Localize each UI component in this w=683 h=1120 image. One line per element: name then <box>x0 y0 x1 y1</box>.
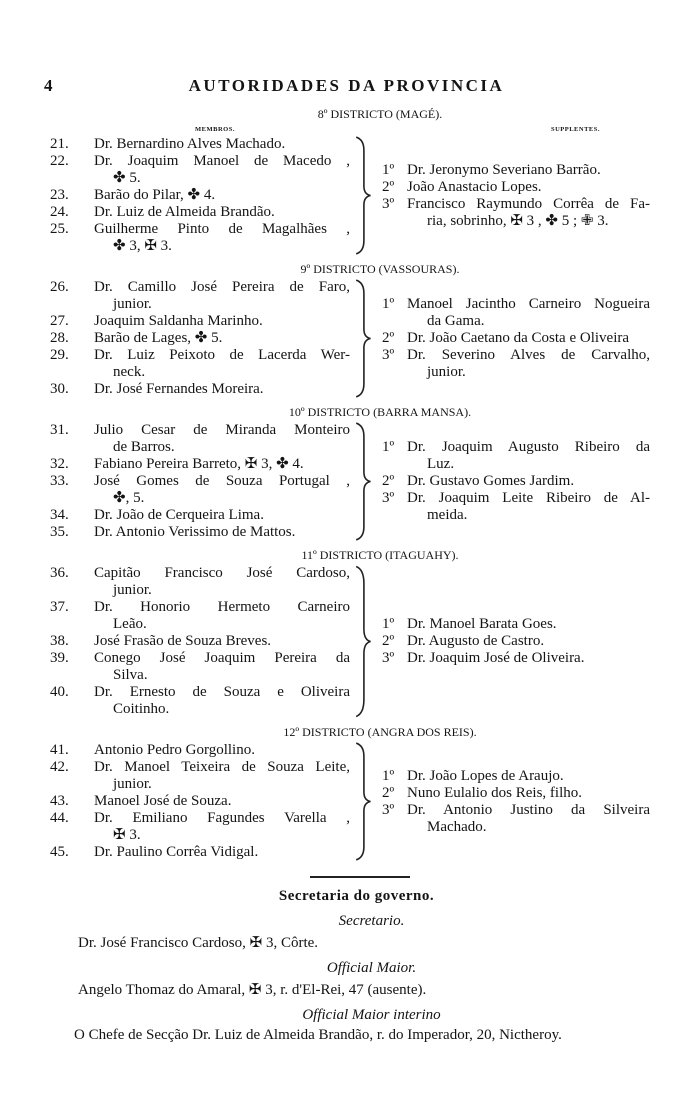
entry-first-line <box>50 153 350 170</box>
entry-text: Dr. Luiz Peixoto de Lacerda Wer- <box>94 347 350 363</box>
entry-number: 2º <box>382 473 395 489</box>
brace-icon <box>354 742 376 861</box>
person-official-interino: O Chefe de Secção Dr. Luiz de Almeida Brandão, r. do Imperador, 20, Nictheroy. <box>74 1027 562 1043</box>
entry-continuation: junior. <box>113 296 152 312</box>
entry-first-line <box>382 296 650 313</box>
entry-text: Dr. Camillo José Pereira de Faro, <box>94 279 350 295</box>
entry-first-line <box>50 633 350 650</box>
entry-text: Conego José Joaquim Pereira da <box>94 650 350 666</box>
entry-text: Dr. Gustavo Gomes Jardim. <box>407 473 575 489</box>
members-column <box>50 742 350 861</box>
entry-first-line <box>382 162 650 179</box>
entry-number: 1º <box>382 296 395 312</box>
role-secretario: Secretario. <box>338 913 405 929</box>
member-entry <box>50 347 350 381</box>
substitutes-column <box>382 768 650 836</box>
entry-number: 2º <box>382 330 395 346</box>
substitute-entry <box>382 802 650 836</box>
entry-first-line <box>50 844 350 861</box>
member-entry <box>50 793 350 810</box>
entry-number: 23. <box>50 187 69 203</box>
entry-number: 38. <box>50 633 69 649</box>
entry-number: 44. <box>50 810 69 826</box>
entry-continuation: Silva. <box>113 667 148 683</box>
member-entry <box>50 221 350 255</box>
district-block <box>50 742 650 861</box>
entry-text: Dr. João Lopes de Araujo. <box>407 767 564 784</box>
substitute-entry <box>382 179 650 196</box>
member-entry <box>50 524 350 541</box>
entry-first-line <box>382 802 650 819</box>
entry-text: Dr. Joaquim Leite Ribeiro de Al- <box>407 490 650 506</box>
entry-text: Manoel José de Souza. <box>94 793 232 809</box>
substitutes-column <box>382 439 650 524</box>
entry-text: Fabiano Pereira Barreto, ✠ 3, ✤ 4. <box>94 456 304 472</box>
entry-text: Barão do Pilar, ✤ 4. <box>94 187 216 203</box>
member-entry <box>50 742 350 759</box>
entry-number: 1º <box>382 161 395 178</box>
page-number: 4 <box>44 76 53 95</box>
entry-first-line <box>382 785 650 802</box>
substitute-entry <box>382 785 650 802</box>
entry-text: Dr. Bernardino Alves Machado. <box>94 136 286 152</box>
entry-text: Dr. Paulino Corrêa Vidigal. <box>94 844 259 860</box>
entry-text: Barão de Lages, ✤ 5. <box>94 330 223 346</box>
brace-icon <box>354 422 376 541</box>
entry-number: 26. <box>50 279 69 295</box>
members-column <box>50 565 350 718</box>
entry-number: 40. <box>50 684 69 700</box>
entry-number: 37. <box>50 599 69 615</box>
entry-first-line <box>50 793 350 810</box>
entry-continuation: Machado. <box>427 818 487 835</box>
substitute-entry <box>382 616 650 633</box>
entry-continuation: ✠ 3. <box>113 827 141 843</box>
substitutes-heading: SUPPLENTES. <box>550 126 600 133</box>
district-block <box>50 136 650 255</box>
entry-number: 24. <box>50 204 69 220</box>
entry-number: 30. <box>50 381 69 397</box>
section-title: Secretaria do governo. <box>278 888 435 904</box>
person-official-maior: Angelo Thomaz do Amaral, ✠ 3, r. d'El-Rei, 47 (ausente). <box>78 982 427 998</box>
entry-number: 32. <box>50 456 69 472</box>
entry-text: Dr. Joaquim José de Oliveira. <box>407 650 585 666</box>
member-entry <box>50 473 350 507</box>
entry-first-line <box>50 204 350 221</box>
entry-continuation: junior. <box>113 582 152 598</box>
brace-icon <box>354 279 376 398</box>
district-block <box>50 422 650 541</box>
entry-text: Dr. Augusto de Castro. <box>407 633 545 649</box>
entry-first-line <box>382 616 650 633</box>
entry-number: 45. <box>50 844 69 860</box>
entry-text: Dr. José Fernandes Moreira. <box>94 381 264 397</box>
entry-text: Manoel Jacintho Carneiro Nogueira <box>407 296 650 312</box>
entry-text: Dr. Jeronymo Severiano Barrão. <box>407 161 601 178</box>
entry-first-line <box>382 347 650 364</box>
entry-number: 43. <box>50 793 69 809</box>
member-entry <box>50 153 350 187</box>
entry-continuation: junior. <box>427 364 466 380</box>
substitute-entry <box>382 347 650 381</box>
substitute-entry <box>382 633 650 650</box>
member-entry <box>50 684 350 718</box>
entry-text: João Anastacio Lopes. <box>407 178 542 195</box>
entry-number: 39. <box>50 650 69 666</box>
entry-number: 21. <box>50 136 69 152</box>
entry-text: Dr. Severino Alves de Carvalho, <box>407 347 650 363</box>
entry-text: Dr. João Caetano da Costa e Oliveira <box>407 330 630 346</box>
entry-number: 25. <box>50 221 69 237</box>
entry-number: 31. <box>50 422 69 438</box>
member-entry <box>50 136 350 153</box>
entry-number: 3º <box>382 650 395 666</box>
running-title: AUTORIDADES DA PROVINCIA <box>188 76 505 95</box>
substitute-entry <box>382 473 650 490</box>
entry-first-line <box>382 650 650 667</box>
entry-continuation: da Gama. <box>427 313 485 329</box>
member-entry <box>50 204 350 221</box>
entry-first-line <box>50 599 350 616</box>
substitute-entry <box>382 439 650 473</box>
entry-text: José Frasão de Souza Breves. <box>94 633 272 649</box>
entry-first-line <box>50 347 350 364</box>
entry-text: Dr. Luiz de Almeida Brandão. <box>94 204 275 220</box>
entry-first-line <box>50 565 350 582</box>
entry-text: Joaquim Saldanha Marinho. <box>94 313 263 329</box>
entry-number: 1º <box>382 616 395 632</box>
entry-text: Julio Cesar de Miranda Monteiro <box>94 422 350 438</box>
entry-continuation: Coitinho. <box>113 701 170 717</box>
substitute-entry <box>382 330 650 347</box>
substitute-entry <box>382 296 650 330</box>
entry-text: Dr. João de Cerqueira Lima. <box>94 507 264 523</box>
substitute-entry <box>382 490 650 524</box>
substitutes-column <box>382 616 650 667</box>
entry-number: 1º <box>382 767 395 784</box>
brace-icon <box>354 565 376 718</box>
district-heading: 12º DISTRICTO (ANGRA DOS REIS). <box>283 725 477 739</box>
entry-text: Dr. Antonio Verissimo de Mattos. <box>94 524 296 540</box>
entry-first-line <box>50 684 350 701</box>
substitutes-column <box>382 296 650 381</box>
member-entry <box>50 650 350 684</box>
entry-number: 3º <box>382 490 395 506</box>
entry-continuation: ria, sobrinho, ✠ 3 , ✤ 5 ; ✙ 3. <box>427 212 609 229</box>
role-official-interino: Official Maior interino <box>302 1007 441 1023</box>
entry-first-line <box>382 473 650 490</box>
entry-first-line <box>382 179 650 196</box>
substitute-entry <box>382 196 650 230</box>
entry-first-line <box>382 490 650 507</box>
district-heading: 11º DISTRICTO (ITAGUAHY). <box>301 548 459 562</box>
members-column <box>50 422 350 541</box>
district-heading: 10º DISTRICTO (BARRA MANSA). <box>288 405 472 419</box>
substitutes-column <box>382 162 650 230</box>
substitute-entry <box>382 650 650 667</box>
entry-first-line <box>50 187 350 204</box>
district-heading: 8º DISTRICTO (MAGÉ). <box>317 107 443 121</box>
entry-first-line <box>50 810 350 827</box>
district-heading: 9º DISTRICTO (VASSOURAS). <box>300 262 460 276</box>
substitute-entry <box>382 768 650 785</box>
entry-number: 2º <box>382 633 395 649</box>
entry-number: 28. <box>50 330 69 346</box>
substitute-entry <box>382 162 650 179</box>
entry-continuation: junior. <box>113 776 152 792</box>
entry-continuation: Luz. <box>427 456 455 472</box>
entry-continuation: ✤, 5. <box>113 490 145 506</box>
member-entry <box>50 844 350 861</box>
entry-first-line <box>50 456 350 473</box>
entry-number: 34. <box>50 507 69 523</box>
entry-number: 22. <box>50 153 69 169</box>
entry-number: 36. <box>50 565 69 581</box>
entry-first-line <box>50 524 350 541</box>
entry-first-line <box>382 330 650 347</box>
column-headings <box>50 124 650 136</box>
entry-text: José Gomes de Souza Portugal , <box>94 473 350 489</box>
entry-first-line <box>382 196 650 213</box>
entry-first-line <box>382 439 650 456</box>
entry-text: Capitão Francisco José Cardoso, <box>94 565 350 581</box>
entry-first-line <box>50 136 350 153</box>
entry-continuation: ✤ 3, ✠ 3. <box>113 238 172 254</box>
member-entry <box>50 759 350 793</box>
entry-first-line <box>50 650 350 667</box>
entry-number: 2º <box>382 784 395 801</box>
entry-number: 1º <box>382 439 395 455</box>
members-column <box>50 136 350 255</box>
members-column <box>50 279 350 398</box>
entry-first-line <box>382 633 650 650</box>
entry-first-line <box>50 759 350 776</box>
member-entry <box>50 810 350 844</box>
entry-first-line <box>50 313 350 330</box>
role-official-maior: Official Maior. <box>326 960 417 976</box>
district-block <box>50 279 650 398</box>
entry-text: Francisco Raymundo Corrêa de Fa- <box>407 195 650 212</box>
entry-number: 3º <box>382 347 395 363</box>
entry-continuation: neck. <box>113 364 146 380</box>
brace-icon <box>354 136 376 255</box>
member-entry <box>50 279 350 313</box>
entry-text: Nuno Eulalio dos Reis, filho. <box>407 784 582 801</box>
entry-first-line <box>50 507 350 524</box>
district-block <box>50 565 650 718</box>
entry-text: Dr. Manoel Barata Goes. <box>407 616 557 632</box>
entry-text: Dr. Honorio Hermeto Carneiro <box>94 599 350 615</box>
section-divider <box>310 876 410 878</box>
member-entry <box>50 456 350 473</box>
entry-continuation: de Barros. <box>113 439 175 455</box>
entry-number: 3º <box>382 801 395 818</box>
member-entry <box>50 187 350 204</box>
member-entry <box>50 565 350 599</box>
entry-first-line <box>50 742 350 759</box>
entry-first-line <box>50 279 350 296</box>
entry-number: 41. <box>50 742 69 758</box>
entry-first-line <box>50 422 350 439</box>
member-entry <box>50 507 350 524</box>
members-heading: MEMBROS. <box>195 126 235 133</box>
member-entry <box>50 381 350 398</box>
entry-number: 33. <box>50 473 69 489</box>
entry-text: Dr. Antonio Justino da Silveira <box>407 801 650 818</box>
person-secretario: Dr. José Francisco Cardoso, ✠ 3, Côrte. <box>78 935 319 951</box>
member-entry <box>50 599 350 633</box>
member-entry <box>50 633 350 650</box>
entry-number: 29. <box>50 347 69 363</box>
member-entry <box>50 422 350 456</box>
entry-continuation: ✤ 5. <box>113 170 141 186</box>
entry-number: 35. <box>50 524 69 540</box>
entry-text: Antonio Pedro Gorgollino. <box>94 742 255 758</box>
entry-first-line <box>50 473 350 490</box>
entry-text: Dr. Joaquim Manoel de Macedo , <box>94 153 350 169</box>
entry-text: Dr. Joaquim Augusto Ribeiro da <box>407 439 650 455</box>
entry-continuation: Leão. <box>113 616 147 632</box>
entry-number: 42. <box>50 759 69 775</box>
member-entry <box>50 330 350 347</box>
entry-first-line <box>50 221 350 238</box>
secretaria-section <box>0 876 683 1044</box>
entry-text: Dr. Ernesto de Souza e Oliveira <box>94 684 350 700</box>
entry-text: Dr. Emiliano Fagundes Varella , <box>94 810 350 826</box>
entry-number: 3º <box>382 195 395 212</box>
entry-text: Dr. Manoel Teixeira de Souza Leite, <box>94 759 350 775</box>
entry-first-line <box>50 330 350 347</box>
entry-continuation: meida. <box>427 507 468 523</box>
member-entry <box>50 313 350 330</box>
entry-first-line <box>382 768 650 785</box>
entry-text: Guilherme Pinto de Magalhães , <box>94 221 350 237</box>
entry-number: 2º <box>382 178 395 195</box>
entry-first-line <box>50 381 350 398</box>
entry-number: 27. <box>50 313 69 329</box>
district-list <box>50 104 650 865</box>
